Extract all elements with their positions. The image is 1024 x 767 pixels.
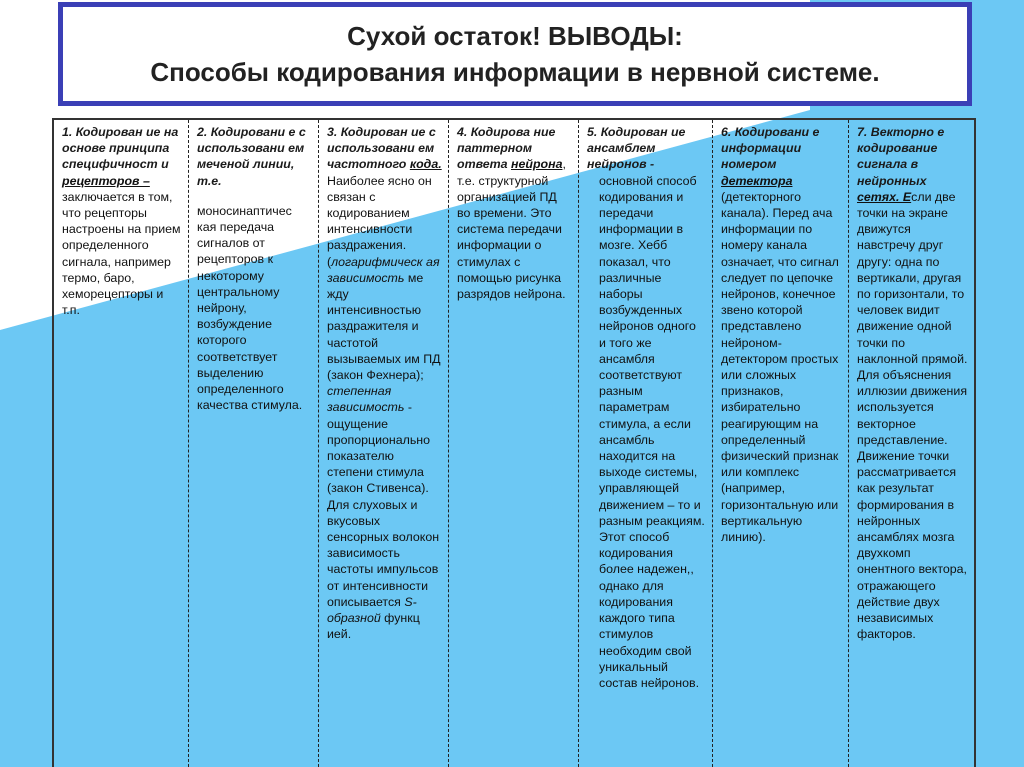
- column-4-keyword: нейрона: [511, 157, 563, 172]
- column-5-heading: 5. Кодирован ие ансамблем нейронов -: [587, 125, 686, 172]
- column-3-text-4: функц ией.: [327, 611, 420, 642]
- column-1-heading: 1. Кодирован ие на основе принципа специфичност и: [62, 125, 179, 172]
- column-3-text-3: - ощущение пропорционально показателю степени стимула (закон Стивенса). Для слуховых и вкусовых сенсорных волокон зависимость частоты импульсов от интенсивности описывается: [327, 400, 440, 609]
- column-4-heading: 4. Кодирова ние паттерном ответа: [457, 125, 556, 172]
- column-1-text: заключается в том, что рецепторы настроены на прием определенного сигнала, например термо, баро, хеморецепторы и т.п.: [62, 189, 181, 318]
- column-3-keyword: кода.: [409, 157, 442, 172]
- coding-methods-table: [52, 118, 976, 767]
- column-3-italic-3: S-образной: [327, 594, 417, 626]
- column-3-italic-2: степенная зависимость: [327, 384, 405, 415]
- column-3-heading: 3. Кодирован ие с использовани ем частотного: [327, 125, 436, 172]
- column-3: [318, 120, 448, 767]
- column-5-text: основной способ кодирования и передачи информации в мозге. Хебб показал, что различные наборы возбужденных нейронов одного и того же ансамбля соответствуют разным параметрам стимула, а если ансамбль находится на выходе системы, управляющей движением – то и разным реакциям. Этот способ кодирования более надежен,, однако для кодирования каждого типа стимулов необходим свой уникальный состав нейронов.: [599, 173, 705, 690]
- column-3-italic-1: логарифмическ ая зависимость: [327, 254, 440, 285]
- column-6-keyword: детектора: [721, 173, 793, 188]
- column-5: [578, 120, 712, 767]
- page-title: Сухой остаток! ВЫВОДЫ:: [347, 21, 683, 51]
- column-2-heading: 2. Кодировани е с использовани ем меченой линии, т.е.: [197, 125, 306, 188]
- column-4-text: , т.е. структурной организацией ПД во времени. Это система передачи информации о стимулах с помощью рисунка разрядов нейрона.: [457, 157, 566, 302]
- column-2: [188, 120, 318, 767]
- title-banner: [58, 2, 972, 106]
- column-7-text: сли две точки на экране движутся навстречу друг другу: одна по вертикали, другая по горизонтали, то человек видит движение одной точки по наклонной прямой. Для объяснения иллюзии движения используется векторное представление. Движение точки рассматривается как результат формирования в нейронных ансамблях мозга двухкомп онентного вектора, отражающего действие двух независимых факторов.: [857, 189, 968, 642]
- column-7-heading: 7. Векторно е кодирование сигнала в нейронных: [857, 125, 945, 188]
- page-subtitle: Способы кодирования информации в нервной системе.: [150, 57, 880, 87]
- column-6-heading: 6. Кодировани е информации номером: [721, 125, 820, 172]
- column-1-keyword: рецепторов –: [62, 173, 150, 188]
- column-2-text: моносинаптичес кая передача сигналов от рецепторов к некоторому центральному нейрону, возбуждение которого соответствует выделению определенного качества стимула.: [197, 203, 303, 413]
- column-7: [848, 120, 974, 767]
- column-4: [448, 120, 578, 767]
- column-7-keyword: сетях. Е: [857, 189, 912, 204]
- column-6: [712, 120, 848, 767]
- column-3-text-2: ме жду интенсивностью раздражителя и частотой вызываемых им ПД (закон Фехнера);: [327, 270, 441, 383]
- column-6-text: (детекторного канала). Перед ача информации по номеру канала означает, что сигнал следует по цепочке нейронов, конечное звено которой представлено нейроном-детектором простых или сложных признаков, избирательно реагирующим на определенный физический признак или комплекс (например, горизонтальную или вертикальную линию).: [721, 189, 839, 545]
- column-1: [54, 120, 188, 767]
- column-3-text-1: Наиболее ясно он связан с кодированием интенсивности раздражения. (: [327, 173, 432, 269]
